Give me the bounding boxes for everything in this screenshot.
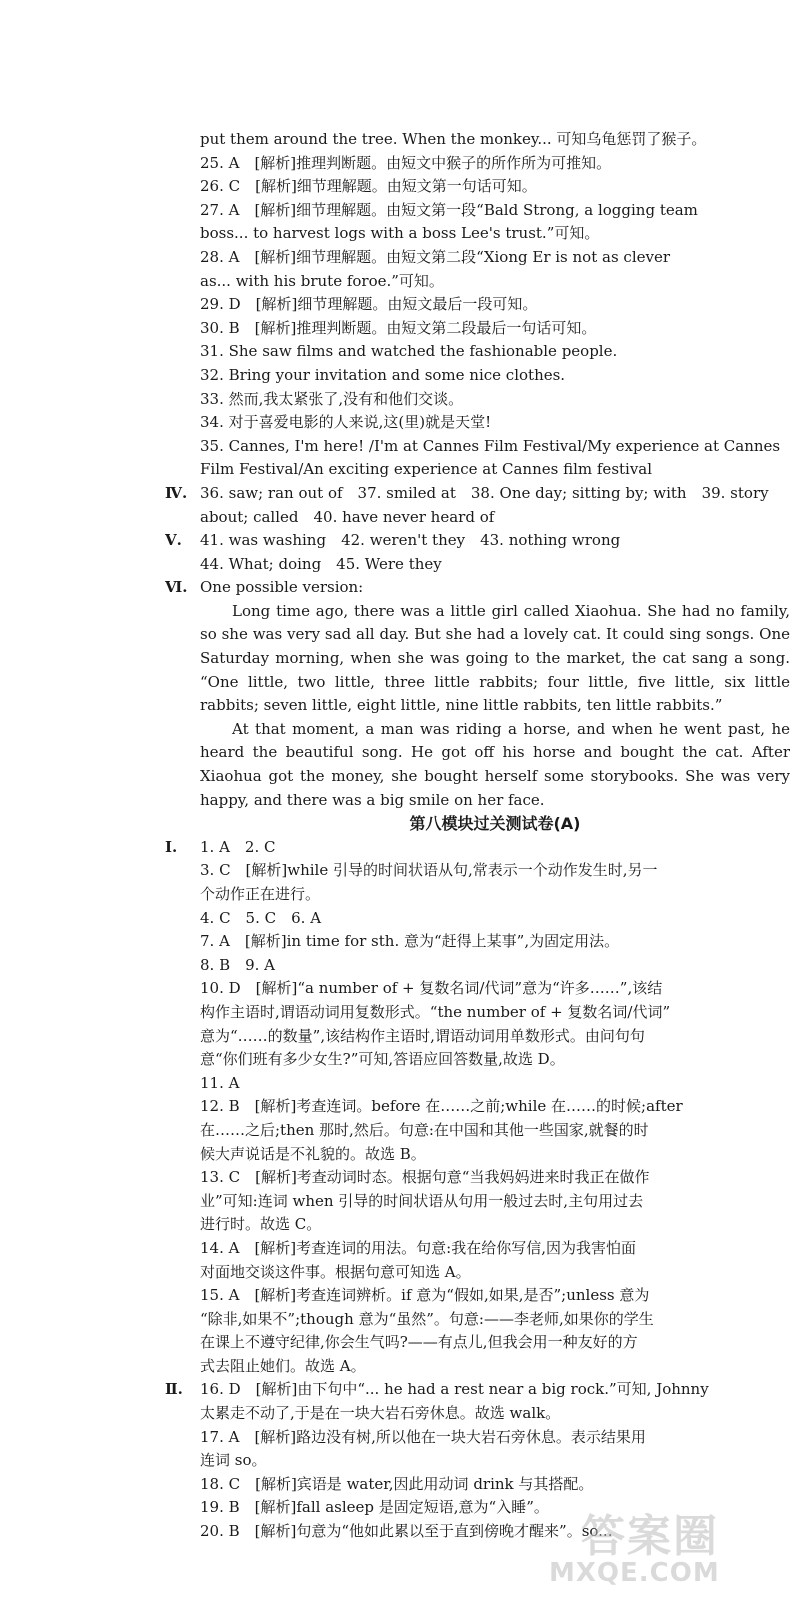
section-iv-line xyxy=(165,482,790,506)
text-line: 20. B [解析]句意为“他如此累以至于直到傍晚才醒来”。so... xyxy=(200,1522,613,1541)
text-line: put them around the tree. When the monkey... 可知乌龟惩罚了猴子。 xyxy=(200,130,707,148)
text-line: Film Festival/An exciting experience at Cannes film festival xyxy=(200,460,653,479)
text-line: 8. B 9. A xyxy=(200,955,276,974)
watermark xyxy=(541,1500,791,1592)
text-line: 28. A [解析]细节理解题。由短文第二段“Xiong Er is not as clever xyxy=(200,247,671,266)
text-line: 11. A xyxy=(200,1073,240,1092)
text-line: 15. A [解析]考查连词辨析。if 意为“假如,如果,是否”;unless 意为 xyxy=(200,1286,650,1305)
text-line: 4. C 5. C 6. A xyxy=(200,908,322,927)
text-line: 式去阻止她们。故选 A。 xyxy=(200,1356,366,1375)
text-line: 32. Bring your invitation and some nice clothes. xyxy=(200,365,566,384)
text-line: One possible version: xyxy=(200,578,364,597)
section-number: Ⅱ. xyxy=(165,1380,183,1399)
text-line: 连词 so。 xyxy=(200,1451,267,1470)
text-line: 26. C [解析]细节理解题。由短文第一句话可知。 xyxy=(200,177,537,196)
section-v-line xyxy=(165,529,790,553)
text-line: 14. A [解析]考查连词的用法。句意:我在给你写信,因为我害怕面 xyxy=(200,1238,636,1257)
text-line: 35. Cannes, I'm here! /I'm at Cannes Film Festival/My experience at Cannes xyxy=(200,436,781,455)
text-line: 16. D [解析]由下句中“... he had a rest near a big rock.”可知, Johnny xyxy=(200,1380,709,1399)
section-number: Ⅴ. xyxy=(165,531,182,550)
section-number: Ⅳ. xyxy=(165,483,188,502)
text-line: about; called 40. have never heard of xyxy=(200,507,495,526)
text-line: 在……之后;then 那时,然后。句意:在中国和其他一些国家,就餐的时 xyxy=(200,1120,649,1139)
text-line: 10. D [解析]“a number of + 复数名词/代词”意为“许多……”,该结 xyxy=(200,979,663,998)
text-line: 在课上不遵守纪律,你会生气吗?——有点儿,但我会用一种友好的方 xyxy=(200,1333,638,1352)
text-line: 19. B [解析]fall asleep 是固定短语,意为“入睡”。 xyxy=(200,1498,549,1517)
text-line: 17. A [解析]路边没有树,所以他在一块大岩石旁休息。表示结果用 xyxy=(200,1427,646,1446)
text-line: 业”可知:连词 when 引导的时间状语从句用一般过去时,主句用过去 xyxy=(200,1191,644,1210)
text-line: 30. B [解析]推理判断题。由短文第二段最后一句话可知。 xyxy=(200,318,597,337)
text-line: as... with his brute foroe.”可知。 xyxy=(200,271,444,290)
text-line: 太累走不动了,于是在一块大岩石旁休息。故选 walk。 xyxy=(200,1404,561,1423)
text-line: 31. She saw films and watched the fashionable people. xyxy=(200,342,618,361)
section-vi-line xyxy=(165,576,790,600)
text-line: 25. A [解析]推理判断题。由短文中猴子的所作所为可推知。 xyxy=(200,153,612,172)
text-line: boss... to harvest logs with a boss Lee's trust.”可知。 xyxy=(200,224,600,243)
text-line: 对面地交谈这件事。根据句意可知选 A。 xyxy=(200,1262,471,1281)
text-line: 7. A [解析]in time for sth. 意为“赶得上某事”,为固定用法。 xyxy=(200,932,620,951)
section-number: Ⅵ. xyxy=(165,578,188,597)
text-line: 进行时。故选 C。 xyxy=(200,1215,322,1234)
text-line: 个动作正在进行。 xyxy=(200,885,321,903)
text-line: 意为“……的数量”,该结构作主语时,谓语动词用单数形式。由问句句 xyxy=(200,1026,645,1045)
text-line: 29. D [解析]细节理解题。由短文最后一段可知。 xyxy=(200,295,538,314)
text-line: 意“你们班有多少女生?”可知,答语应回答数量,故选 D。 xyxy=(200,1050,565,1069)
text-line: 27. A [解析]细节理解题。由短文第一段“Bald Strong, a logging team xyxy=(200,200,698,219)
text-line: 13. C [解析]考查动词时态。根据句意“当我妈妈进来时我正在做作 xyxy=(200,1168,650,1187)
watermark-logo: 答案圈 xyxy=(581,1511,719,1562)
text-line: 36. saw; ran out of 37. smiled at 38. One day; sitting by; with 39. story xyxy=(200,483,769,502)
section-title: 第八模块过关测试卷(A) xyxy=(409,814,581,834)
text-line: 构作主语时,谓语动词用复数形式。“the number of + 复数名词/代词” xyxy=(200,1002,671,1021)
text-line: 3. C [解析]while 引导的时间状语从句,常表示一个动作发生时,另一 xyxy=(200,861,658,880)
text-line: 41. was washing 42. weren't they 43. nothing wrong xyxy=(200,531,621,550)
essay-paragraph: Long time ago, there was a little girl called Xiaohua. She had no family, so she was very sad all day. But she had a lovely cat. It could sing songs. One Saturday morning, when she was going to the market, the cat sang a song. “One little, two little, three little rabbits; four little, five little, six little rabbits; seven little, eight little, nine little rabbits, ten little rabbits.” xyxy=(200,601,790,715)
section-ii-line xyxy=(165,1378,790,1402)
essay-paragraph: At that moment, a man was riding a horse, and when he went past, he heard the beautiful song. He got off his horse and bought the cat. After Xiaohua got the money, she bought herself some storybooks. She was very happy, and there was a big smile on her face. xyxy=(200,719,790,809)
section-number: Ⅰ. xyxy=(165,837,178,856)
text-line: 34. 对于喜爱电影的人来说,这(里)就是天堂! xyxy=(200,413,492,432)
text-line: 12. B [解析]考查连词。before 在……之前;while 在……的时候;after xyxy=(200,1097,683,1116)
text-line: 1. A 2. C xyxy=(200,837,276,856)
text-line: 44. What; doing 45. Were they xyxy=(200,554,442,573)
answer-content xyxy=(165,128,790,1544)
text-line: 33. 然而,我太紧张了,没有和他们交谈。 xyxy=(200,389,464,408)
text-line: 18. C [解析]宾语是 water,因此用动词 drink 与其搭配。 xyxy=(200,1474,594,1493)
section-i-line xyxy=(165,836,790,860)
text-line: 候大声说话是不礼貌的。故选 B。 xyxy=(200,1144,426,1163)
text-line: “除非,如果不”;though 意为“虽然”。句意:——李老师,如果你的学生 xyxy=(200,1309,654,1328)
watermark-url: MXQE.COM xyxy=(549,1558,720,1588)
